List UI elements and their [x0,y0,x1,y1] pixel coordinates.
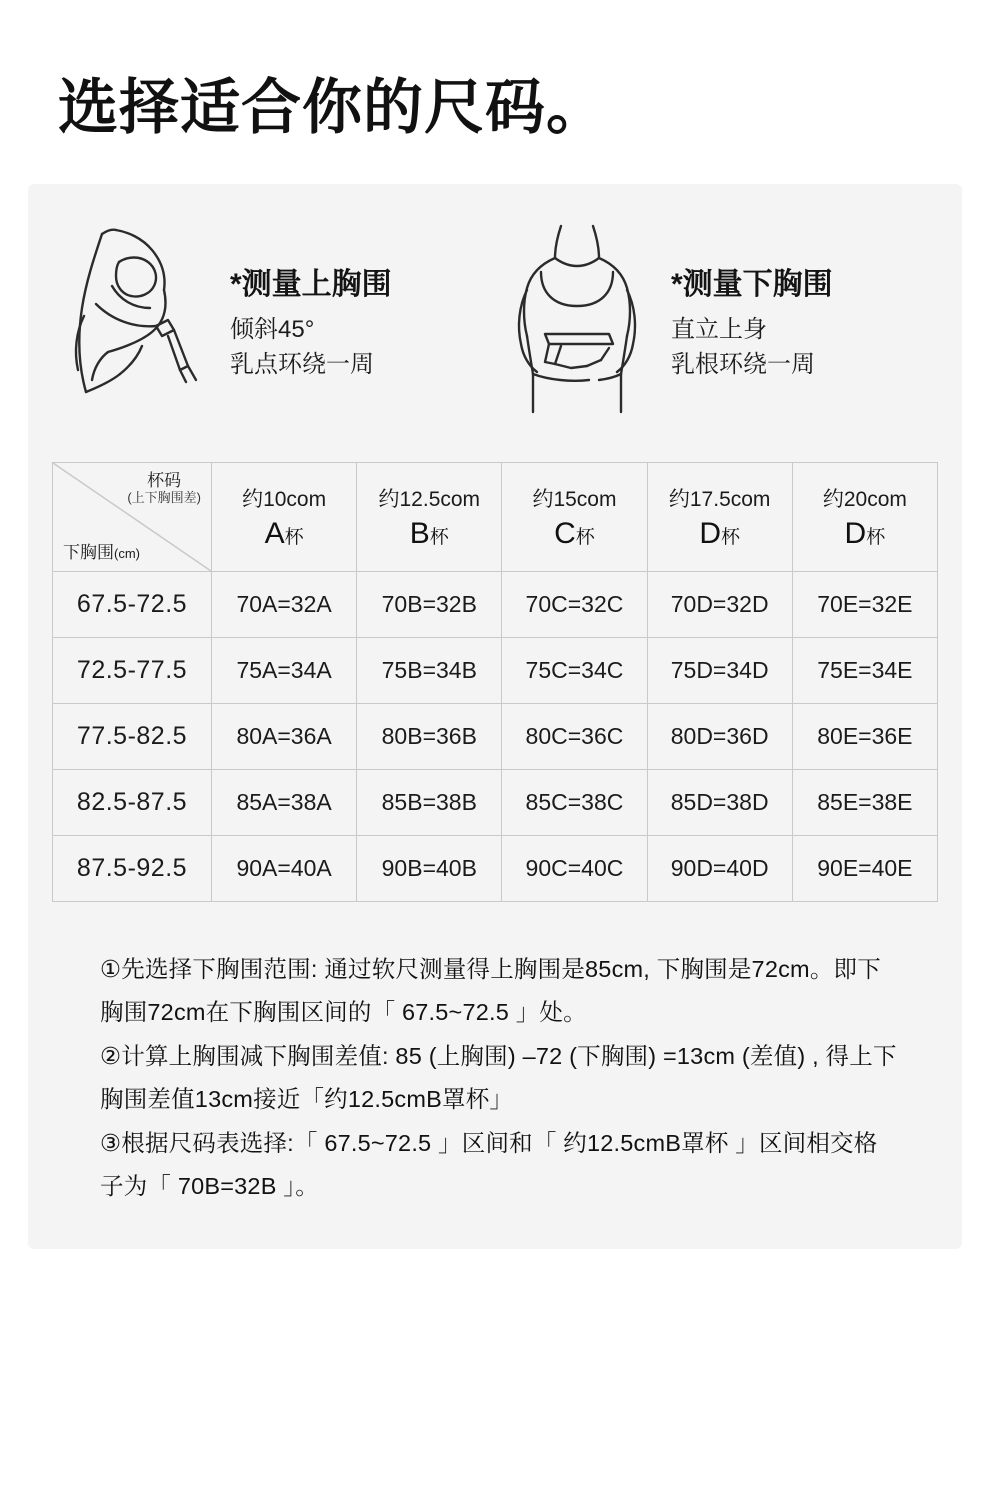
measure-line-1: 直立上身 [671,316,767,344]
cup-diff-label: 约10com [242,488,327,511]
size-cell: 75E=34E [792,638,937,704]
cup-diff-label: 约12.5com [378,488,481,511]
cup-letter: C [554,517,576,550]
size-chart-table [52,462,938,902]
band-range-cell: 77.5-82.5 [53,704,212,770]
measure-block-upper-bust [56,216,493,426]
cup-label [504,517,644,551]
column-header-cup-e [792,463,937,572]
measure-block-under-bust [497,216,934,426]
torso-upright-measure-icon [497,216,657,426]
size-cell: 85B=38B [357,770,502,836]
size-cell: 90C=40C [502,836,647,902]
column-header-cup-c [502,463,647,572]
cup-letter: D [699,517,721,550]
cup-letter: D [844,517,867,550]
page-title: 选择适合你的尺码。 [58,74,607,141]
corner-band-label [63,538,140,563]
cup-suffix: 杯 [575,527,595,548]
size-cell: 75A=34A [212,638,357,704]
size-cell: 85A=38A [212,770,357,836]
cup-suffix: 杯 [866,527,886,548]
band-range-cell: 67.5-72.5 [53,572,212,638]
table-header-row [53,463,938,572]
measure-text-under-bust [671,259,833,383]
band-range-cell: 72.5-77.5 [53,638,212,704]
note-item: ②计算上胸围减下胸围差值: 85 (上胸围) –72 (下胸围) =13cm (差值) , 得上下胸围差值13cm接近「约12.5cmB罩杯」 [100,1042,897,1113]
table-row [53,770,938,836]
cup-letter: B [409,517,430,550]
cup-label [359,517,499,551]
size-cell: 70A=32A [212,572,357,638]
size-cell: 90E=40E [792,836,937,902]
size-cell: 75D=34D [647,638,792,704]
cup-label [214,517,354,551]
size-cell: 80D=36D [647,704,792,770]
band-range-cell: 87.5-92.5 [53,836,212,902]
measure-line-1: 倾斜45° [230,316,315,344]
size-cell: 75B=34B [357,638,502,704]
size-cell: 80A=36A [212,704,357,770]
measure-heading: *测量上胸围 [230,268,392,302]
corner-cup-title: 杯码 [147,471,182,490]
note-item: ①先选择下胸围范围: 通过软尺测量得上胸围是85cm, 下胸围是72cm。即下胸围72cm在下胸围区间的「 67.5~72.5 」处。 [100,956,881,1026]
table-corner-cell [53,463,212,572]
measure-heading: *测量下胸围 [671,268,833,302]
corner-cup-label [127,471,201,505]
size-cell: 80E=36E [792,704,937,770]
size-cell: 90D=40D [647,836,792,902]
size-cell: 90B=40B [357,836,502,902]
size-cell: 70E=32E [792,572,937,638]
table-row [53,704,938,770]
size-cell: 85E=38E [792,770,937,836]
column-header-cup-a [212,463,357,572]
size-cell: 85C=38C [502,770,647,836]
table-row [53,638,938,704]
size-cell: 85D=38D [647,770,792,836]
size-cell: 70B=32B [357,572,502,638]
instructions-notes [100,948,898,1209]
corner-band-title: 下胸围 [63,543,114,562]
corner-band-unit: (cm) [114,546,140,561]
measure-line-2: 乳根环绕一周 [671,351,815,378]
note-item: ③根据尺码表选择:「 67.5~72.5 」区间和「 约12.5cmB罩杯 」区间相交格子为「 70B=32B 」。 [100,1129,878,1200]
size-cell: 70C=32C [502,572,647,638]
size-cell: 90A=40A [212,836,357,902]
band-range-cell: 82.5-87.5 [53,770,212,836]
cup-label [795,517,935,551]
table-row [53,572,938,638]
size-guide-page [0,72,990,1508]
cup-diff-label: 约15com [532,488,617,511]
corner-cup-subtitle: (上下胸围差) [127,489,201,505]
size-cell: 80C=36C [502,704,647,770]
torso-tilted-45-measure-icon [56,216,216,426]
cup-diff-label: 约20com [822,488,907,511]
cup-letter: A [264,517,285,550]
cup-label [650,517,790,551]
column-header-cup-b [357,463,502,572]
cup-suffix: 杯 [429,527,449,548]
cup-diff-label: 约17.5com [668,488,771,511]
column-header-cup-d [647,463,792,572]
measurement-panel [28,184,962,1249]
size-cell: 80B=36B [357,704,502,770]
size-cell: 75C=34C [502,638,647,704]
cup-suffix: 杯 [284,527,304,548]
measure-line-2: 乳点环绕一周 [230,351,374,378]
table-row [53,836,938,902]
measurement-instructions [50,206,940,432]
measure-text-upper-bust [230,259,392,383]
cup-suffix: 杯 [720,527,740,548]
size-cell: 70D=32D [647,572,792,638]
